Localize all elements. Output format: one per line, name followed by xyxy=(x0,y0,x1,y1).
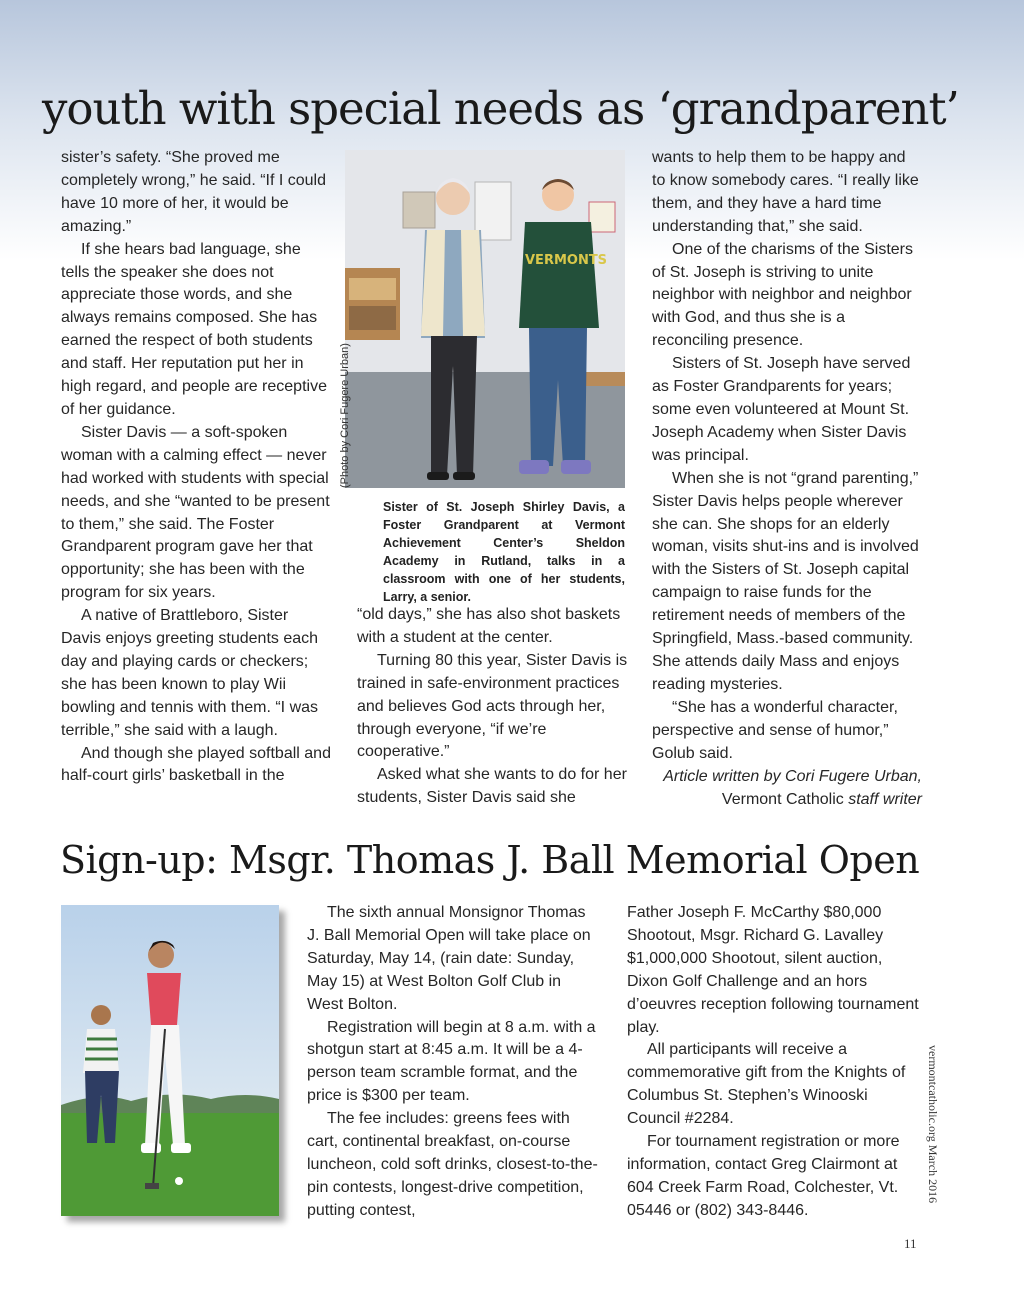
paragraph: For tournament registration or more information, contact Greg Clairmont at 604 Creek Farm Road, Colchester, Vt. 05446 or (802) 343-8446. xyxy=(627,1133,900,1219)
paragraph: “She has a wonderful character, perspective and sense of humor,” Golub said. xyxy=(652,698,898,762)
page-number: 11 xyxy=(904,1236,917,1251)
byline-publication xyxy=(652,789,922,812)
paragraph: The fee includes: greens fees with cart, continental breakfast, on-course luncheon, cold soft drinks, closest-to-the-pin contests, longest-drive competition, putting contest, xyxy=(307,1110,598,1219)
photo-credit: (Photo by Cori Fugere Urban) xyxy=(339,343,351,488)
classroom-photo-illustration xyxy=(345,150,625,488)
article-column-2 xyxy=(357,604,629,810)
paragraph: wants to help them to be happy and to know somebody cares. “I really like them, and they have a hard time understanding that,” she said. xyxy=(652,149,919,235)
byline-role: staff writer xyxy=(848,791,922,809)
golf-headline: Sign-up: Msgr. Thomas J. Ball Memorial Open xyxy=(60,838,920,882)
paragraph: One of the charisms of the Sisters of St. Joseph is striving to unite neighbor with neighbor and neighbor with God, and thus she is a reconciling presence. xyxy=(652,240,913,350)
paragraph: Sister Davis — a soft-spoken woman with a calming effect — never had worked with students with special needs, and she “wanted to be present to them,” she said. The Foster Grandparent program gave her that opportunity; she has been with the program for six years. xyxy=(61,423,330,602)
paragraph: All participants will receive a commemorative gift from the Knights of Columbus St. Stephen’s Winooski Council #2284. xyxy=(627,1041,906,1128)
sweatshirt-lettering: VERMONTS xyxy=(525,253,608,268)
classroom-photo xyxy=(345,150,625,488)
paragraph: If she hears bad language, she tells the speaker she does not appreciate those words, and she always remains composed. She has earned the respect of both students and staff. Her reputation put her in high regard, and people are receptive of her guidance. xyxy=(61,240,327,418)
paragraph: Asked what she wants to do for her students, Sister Davis said she xyxy=(357,766,627,807)
paragraph: The sixth annual Monsignor Thomas J. Ball Memorial Open will take place on Saturday, May 14, (rain date: Sunday, May 15) at West Bolton Golf Club in West Bolton. xyxy=(307,904,591,1013)
paragraph: When she is not “grand parenting,” Sister Davis helps people wherever she can. She shops for an elderly woman, visits shut-ins and is involved with the Sisters of St. Joseph capital campaign to raise funds for the retirement needs of members of the Springfield, Mass.-based community. She attends daily Mass and enjoys reading mysteries. xyxy=(652,469,919,693)
paragraph: sister’s safety. “She proved me completely wrong,” he said. “If I could have 10 more of her, it would be amazing.” xyxy=(61,149,327,235)
golf-column-1 xyxy=(307,902,599,1223)
paragraph: Father Joseph F. McCarthy $80,000 Shootout, Msgr. Richard G. Lavalley $1,000,000 Shootout, silent auction, Dixon Golf Challenge and an hors d’oeuvres reception following tournament play. xyxy=(627,904,919,1036)
golf-photo-illustration xyxy=(61,905,279,1216)
paragraph: Registration will begin at 8 a.m. with a shotgun start at 8:45 a.m. It will be a 4-person team scramble format, and the price is $300 per team. xyxy=(307,1018,596,1105)
paragraph: A native of Brattleboro, Sister Davis enjoys greeting students each day and playing cards or checkers; she has been known to play Wii bowling and tennis with them. “I was terrible,” she said with a laugh. xyxy=(61,607,319,739)
paragraph: And though she played softball and half-court girls’ basketball in the xyxy=(61,744,331,785)
photo-caption: Sister of St. Joseph Shirley Davis, a Foster Grandparent at Vermont Achievement Center’s Sheldon Academy in Rutland, talks in a classroom with one of her students, Larry, a senior. xyxy=(383,500,625,604)
paragraph: Sisters of St. Joseph have served as Foster Grandparents for years; some even volunteered at Mount St. Joseph Academy when Sister Davis was principal. xyxy=(652,355,911,464)
paragraph: Turning 80 this year, Sister Davis is trained in safe-environment practices and believes God acts through her, through everyone, “if we’re cooperative.” xyxy=(357,651,628,761)
article-column-1 xyxy=(61,147,331,788)
golf-photo xyxy=(61,905,279,1216)
article-column-3 xyxy=(652,147,922,812)
byline: Article written by Cori Fugere Urban, xyxy=(663,768,922,786)
byline-publication-name: Vermont Catholic xyxy=(721,791,849,809)
paragraph: “old days,” she has also shot baskets with a student at the center. xyxy=(357,606,621,646)
golf-column-2 xyxy=(627,902,923,1223)
publication-sidebar: vermontcatholic.org March 2016 xyxy=(926,1045,940,1204)
article-headline: youth with special needs as ‘grandparent’ xyxy=(42,82,959,135)
